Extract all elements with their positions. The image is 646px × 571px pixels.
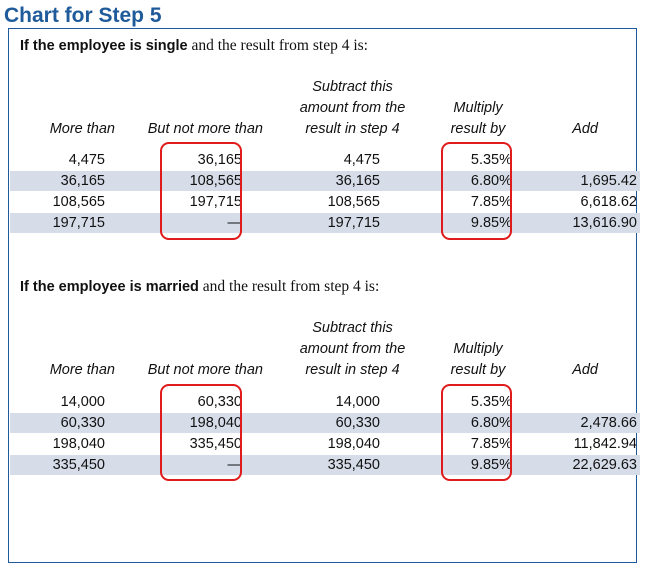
table-row — [10, 434, 640, 454]
not-more-than-cell: — — [227, 215, 242, 231]
not-more-than-cell: 60,330 — [197, 394, 242, 410]
single-header-subtract — [280, 77, 425, 140]
multiply-cell: 5.35% — [470, 394, 512, 410]
add-cell: 13,616.90 — [572, 215, 637, 231]
subtract-cell: 14,000 — [335, 394, 380, 410]
subtract-cell: 108,565 — [327, 194, 380, 210]
single-header-subtract-line1: Subtract this — [312, 79, 393, 95]
multiply-cell: 7.85% — [470, 436, 512, 452]
more-than-cell: 197,715 — [52, 215, 105, 231]
single-heading-bold: If the employee is single — [20, 38, 188, 54]
add-cell — [520, 392, 637, 412]
add-cell: 2,478.66 — [580, 415, 637, 431]
multiply-cell: 6.80% — [470, 415, 512, 431]
table-row — [10, 413, 640, 433]
not-more-than-cell: — — [227, 457, 242, 473]
more-than-cell: 335,450 — [52, 457, 105, 473]
single-header-multiply-line2: result by — [450, 121, 506, 137]
table-row — [10, 392, 640, 412]
married-header-not-more-than: But not more than — [147, 362, 263, 378]
subtract-cell: 60,330 — [335, 415, 380, 431]
married-heading-rest: and the result from step 4 is: — [198, 278, 380, 295]
highlight-oval-not-more-than — [160, 384, 242, 481]
subtract-cell: 335,450 — [327, 457, 380, 473]
more-than-cell: 4,475 — [68, 152, 105, 168]
married-header-add: Add — [572, 362, 598, 378]
single-header-multiply-line1: Multiply — [453, 100, 503, 116]
more-than-cell: 36,165 — [60, 173, 105, 189]
highlight-oval-multiply — [441, 142, 512, 240]
add-cell: 6,618.62 — [580, 194, 637, 210]
add-cell: 11,842.94 — [573, 436, 637, 452]
highlight-oval-multiply — [441, 384, 512, 481]
single-heading — [20, 37, 368, 55]
single-header-multiply — [432, 98, 524, 140]
multiply-cell: 9.85% — [470, 215, 512, 231]
not-more-than-cell: 198,040 — [189, 415, 242, 431]
more-than-cell: 14,000 — [60, 394, 105, 410]
married-header-multiply-line1: Multiply — [453, 341, 503, 357]
subtract-cell: 4,475 — [343, 152, 380, 168]
single-header-not-more-than: But not more than — [147, 121, 263, 137]
multiply-cell: 7.85% — [470, 194, 512, 210]
single-header-subtract-line2: amount from the — [299, 100, 406, 116]
married-header-subtract-line2: amount from the — [299, 341, 406, 357]
married-header-more-than: More than — [49, 362, 115, 378]
subtract-cell: 36,165 — [335, 173, 380, 189]
add-cell: 1,695.42 — [580, 173, 637, 189]
more-than-cell: 198,040 — [52, 436, 105, 452]
single-header-add: Add — [572, 121, 598, 137]
not-more-than-cell: 197,715 — [189, 194, 242, 210]
married-header-subtract-line1: Subtract this — [312, 320, 393, 336]
married-header-subtract — [280, 318, 425, 381]
not-more-than-cell: 335,450 — [189, 436, 242, 452]
married-heading — [20, 278, 379, 296]
married-heading-bold: If the employee is married — [20, 279, 199, 295]
page-title: Chart for Step 5 — [4, 4, 162, 27]
table-row — [10, 192, 640, 212]
table-row — [10, 455, 640, 475]
table-row — [10, 171, 640, 191]
multiply-cell: 6.80% — [470, 173, 512, 189]
table-row — [10, 213, 640, 233]
multiply-cell: 9.85% — [470, 457, 512, 473]
add-cell — [520, 150, 637, 170]
table-row — [10, 150, 640, 170]
not-more-than-cell: 36,165 — [197, 152, 242, 168]
single-header-more-than: More than — [49, 121, 115, 137]
multiply-cell: 5.35% — [470, 152, 512, 168]
subtract-cell: 198,040 — [327, 436, 380, 452]
not-more-than-cell: 108,565 — [189, 173, 242, 189]
highlight-oval-not-more-than — [160, 142, 242, 240]
married-header-multiply-line2: result by — [450, 362, 506, 378]
add-cell: 22,629.63 — [572, 457, 637, 473]
single-heading-rest: and the result from step 4 is: — [187, 37, 368, 54]
married-header-subtract-line3: result in step 4 — [305, 362, 400, 378]
more-than-cell: 60,330 — [60, 415, 105, 431]
single-header-subtract-line3: result in step 4 — [305, 121, 400, 137]
more-than-cell: 108,565 — [52, 194, 105, 210]
subtract-cell: 197,715 — [327, 215, 380, 231]
married-header-multiply — [432, 339, 524, 381]
